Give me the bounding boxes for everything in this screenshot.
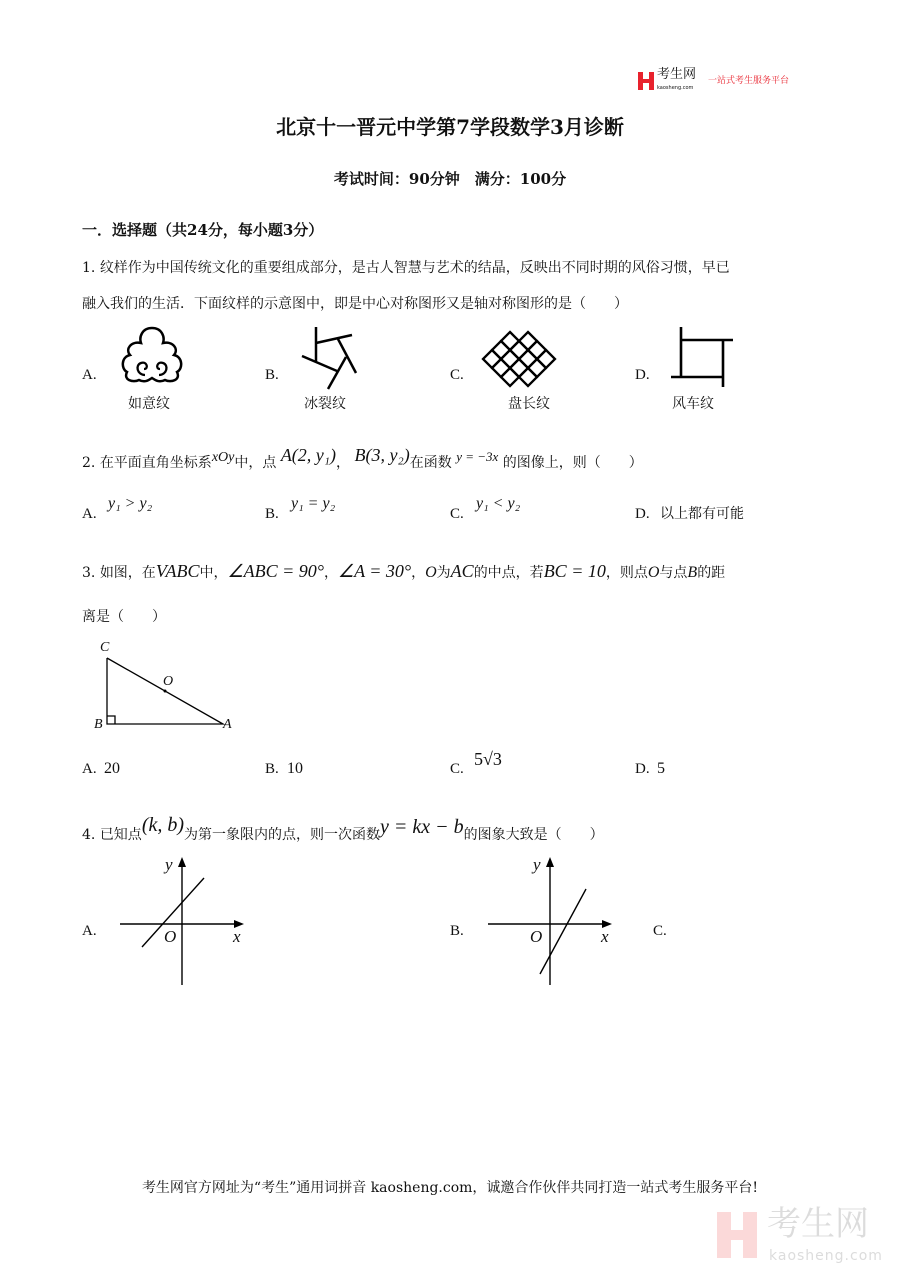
question-number: 4. (82, 827, 96, 843)
logo-name: 考生网 (657, 67, 697, 82)
q3-option-c-label[interactable]: C. (450, 761, 464, 777)
axis-label-y: y (533, 855, 541, 874)
math-expr: ∠A = 30° (337, 561, 412, 581)
q3-option-b-value[interactable]: 10 (287, 760, 303, 777)
q3-option-c-value[interactable]: 5√3 (474, 749, 502, 769)
q2-option-b-label[interactable]: B. (265, 506, 279, 522)
question-text: 的距 (697, 565, 726, 581)
q2-option-d-value[interactable]: 以上都有可能 (660, 506, 744, 522)
math-expr: ∠ABC = 90° (227, 561, 324, 581)
axis-label-y: y (165, 855, 173, 874)
point-label-o: O (163, 674, 174, 689)
q2-option-c-label[interactable]: C. (450, 506, 464, 522)
question-3-line2: 离是（ ） (82, 609, 166, 625)
graph-option-b[interactable] (486, 857, 611, 987)
question-text: 的图像上，则（ ） (502, 455, 643, 471)
q2-option-a-value[interactable]: y₁ > y₂ (108, 495, 153, 512)
q3-option-b-label[interactable]: B. (265, 761, 279, 777)
watermark-mark-icon (717, 1212, 757, 1258)
axis-label-x: x (601, 927, 609, 946)
q2-option-b-value[interactable]: y₁ = y₂ (291, 495, 336, 512)
math-expr: A(2, y₁) (280, 445, 337, 465)
question-text: 如图，在 (99, 565, 156, 581)
question-text: 中，点 (234, 455, 277, 471)
q1-option-d-label: D. (635, 367, 650, 383)
q3-option-a-label[interactable]: A. (82, 761, 97, 777)
q1-option-a-label: A. (82, 367, 97, 383)
math-expr: O (425, 564, 437, 581)
question-1-line2: 融入我们的生活．下面纹样的示意图中，即是中心对称图形又是轴对称图形的是（ ） (82, 296, 628, 312)
question-text: 在函数 (409, 455, 452, 471)
watermark-domain: kaosheng.com (769, 1248, 883, 1264)
q4-option-b-label[interactable]: B. (450, 923, 464, 939)
q1-option-b-label: B. (265, 367, 279, 383)
brand-logo (638, 68, 808, 94)
question-text: 已知点 (99, 827, 142, 843)
q2-option-d-label[interactable]: D. (635, 506, 650, 522)
math-expr: VABC (155, 561, 200, 581)
axis-label-x: x (233, 927, 241, 946)
question-2 (82, 440, 643, 478)
windmill-pattern-icon (670, 327, 730, 387)
q1-caption-d: 风车纹 (672, 396, 714, 412)
q4-option-a-label[interactable]: A. (82, 923, 97, 939)
q1-caption-b: 冰裂纹 (304, 396, 346, 412)
question-1 (82, 260, 730, 277)
question-number: 2. (82, 455, 96, 471)
question-text: 与点 (659, 565, 688, 581)
q2-option-c-value[interactable]: y₁ < y₂ (476, 495, 521, 512)
math-expr: B (687, 564, 698, 581)
q2-option-a-label[interactable]: A. (82, 506, 97, 522)
question-text: 的图象大致是（ ） (463, 827, 604, 843)
question-text: 在平面直角坐标系 (99, 455, 212, 471)
math-expr: O (647, 564, 660, 581)
vertex-label-a: A (223, 717, 232, 732)
question-number: 1. (82, 260, 96, 276)
math-expr: y = kx − b (380, 816, 464, 838)
question-text: 为 (436, 565, 451, 581)
section-heading: 一．选择题（共24分，每小题3分） (82, 221, 324, 239)
ice-crack-pattern-icon (300, 327, 360, 392)
page-title: 北京十一晋元中学第7学段数学3月诊断 (276, 115, 624, 139)
question-text: 的中点，若 (473, 565, 544, 581)
axis-label-origin: O (164, 927, 177, 946)
ruyi-pattern-icon (117, 325, 187, 385)
question-text: ，则点 (605, 565, 648, 581)
vertex-label-b: B (94, 717, 103, 732)
question-text: ， (336, 455, 351, 471)
q1-caption-c: 盘长纹 (508, 396, 550, 412)
math-expr: xOy (211, 450, 235, 465)
watermark-name: 考生网 (767, 1204, 869, 1244)
vertex-label-c: C (100, 640, 110, 655)
logo-slogan: 一站式考生服务平台 (708, 76, 790, 86)
q3-option-d-label[interactable]: D. (635, 761, 650, 777)
question-text: ， (411, 565, 426, 581)
logo-domain: kaosheng.com (657, 85, 694, 91)
footer-text: 考生网官方网址为“考生”通用词拼音 kaosheng.com，诚邀合作伙伴共同打造一站式考生服务平台! (141, 1180, 759, 1196)
question-text: ， (323, 565, 338, 581)
math-expr: BC = 10 (543, 561, 606, 581)
q3-option-a-value[interactable]: 20 (104, 760, 120, 777)
q1-option-c-label: C. (450, 367, 464, 383)
axis-label-origin: O (530, 927, 543, 946)
graph-option-a[interactable] (118, 857, 243, 987)
question-4 (82, 810, 604, 850)
logo-mark-icon (638, 72, 654, 90)
exam-info: 考试时间：90分钟 满分：100分 (333, 170, 567, 188)
question-text: 中， (199, 565, 228, 581)
math-expr: B(3, y₂) (354, 445, 410, 465)
math-expr: y = −3x (456, 449, 499, 464)
question-3 (82, 561, 725, 583)
q4-option-c-label[interactable]: C. (653, 923, 667, 939)
question-number: 3. (82, 565, 96, 581)
watermark-logo (717, 1206, 897, 1270)
q1-caption-a: 如意纹 (128, 396, 170, 412)
q3-option-d-value[interactable]: 5 (657, 760, 665, 777)
panchang-knot-pattern-icon (486, 330, 558, 390)
math-expr: AC (450, 561, 474, 581)
question-text: 为第一象限内的点，则一次函数 (184, 827, 381, 843)
question-text: 纹样作为中国传统文化的重要组成部分，是古人智慧与艺术的结晶，反映出不同时期的风俗习惯，早已 (99, 260, 730, 276)
math-expr: (k, b) (141, 814, 185, 836)
